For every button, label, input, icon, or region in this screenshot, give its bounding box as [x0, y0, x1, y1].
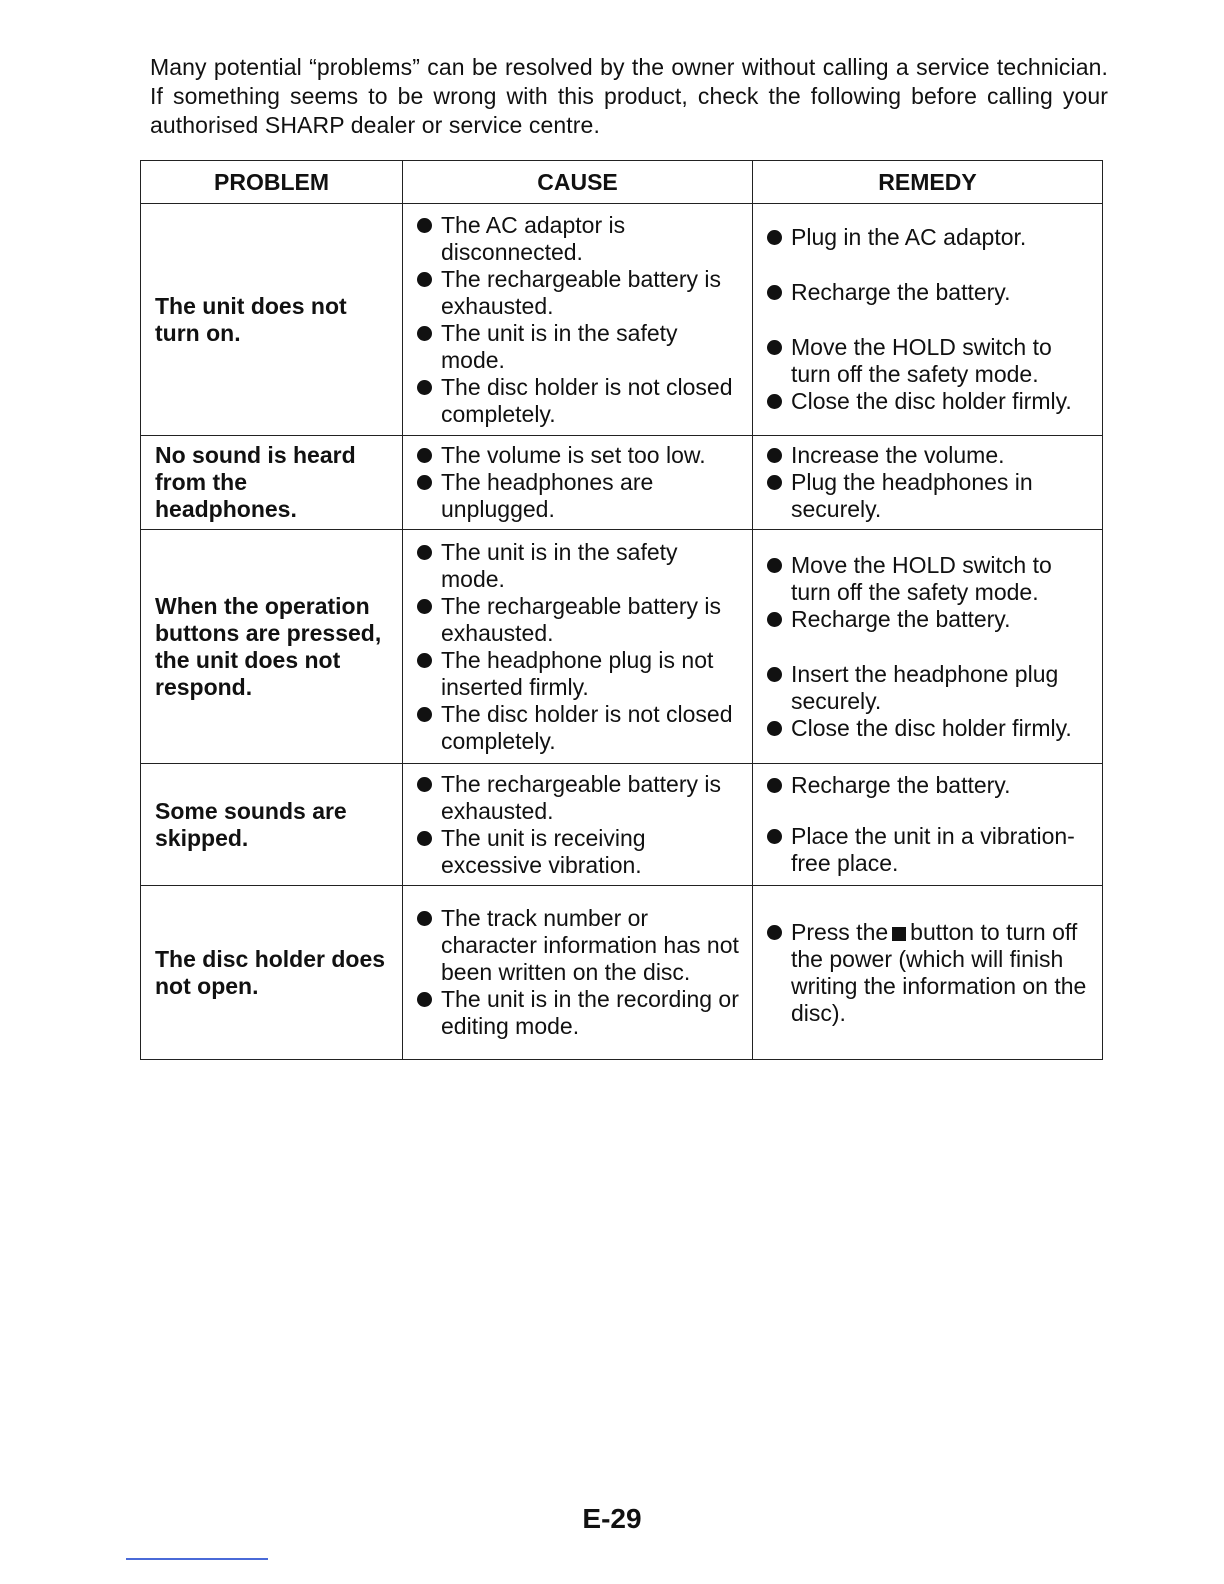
bullet-icon: [417, 831, 432, 846]
bullet-icon: [417, 653, 432, 668]
cause-item: The volume is set too low.: [417, 442, 746, 469]
bullet-icon: [767, 667, 782, 682]
bullet-icon: [417, 545, 432, 560]
table-row: [141, 204, 1103, 436]
bullet-icon: [767, 721, 782, 736]
page-number: E-29: [582, 1503, 642, 1534]
cause-item: The unit is in the safety mode.: [417, 320, 746, 374]
cause-item: The disc holder is not closed completely.: [417, 374, 746, 428]
cause-item: The rechargeable battery is exhausted.: [417, 771, 746, 825]
table-row: [141, 436, 1103, 530]
bullet-icon: [417, 911, 432, 926]
stop-button-icon: [892, 927, 906, 941]
cause-item: The disc holder is not closed completely.: [417, 701, 746, 755]
remedy-item: Plug the headphones in securely.: [767, 469, 1096, 523]
bullet-icon: [417, 475, 432, 490]
remedy-cell: [753, 436, 1103, 530]
table-row: [141, 886, 1103, 1060]
bullet-icon: [767, 285, 782, 300]
bullet-icon: [417, 272, 432, 287]
cause-item: The unit is receiving excessive vibration.: [417, 825, 746, 879]
remedy-cell: [753, 204, 1103, 436]
bullet-icon: [417, 599, 432, 614]
cause-cell: [403, 436, 753, 530]
remedy-item: Plug in the AC adaptor.: [767, 224, 1096, 251]
bullet-icon: [417, 707, 432, 722]
problem-cell: The disc holder does not open.: [141, 886, 403, 1060]
bullet-icon: [417, 777, 432, 792]
remedy-item: Press the button to turn off the power (which will finish writing the information on the disc).: [767, 919, 1096, 1027]
header-problem: PROBLEM: [141, 161, 403, 204]
remedy-item: Recharge the battery.: [767, 279, 1096, 306]
bullet-icon: [767, 829, 782, 844]
bullet-icon: [767, 394, 782, 409]
troubleshooting-table: [140, 160, 1103, 1060]
header-remedy: REMEDY: [753, 161, 1103, 204]
table-row: [141, 530, 1103, 764]
bullet-icon: [767, 475, 782, 490]
bullet-icon: [767, 778, 782, 793]
remedy-cell: [753, 530, 1103, 764]
remedy-item: Close the disc holder firmly.: [767, 388, 1096, 415]
remedy-cell: [753, 886, 1103, 1060]
bullet-icon: [767, 340, 782, 355]
cause-item: The unit is in the recording or editing mode.: [417, 986, 746, 1040]
footer-rule: [126, 1558, 268, 1560]
remedy-item: Increase the volume.: [767, 442, 1096, 469]
cause-item: The headphones are unplugged.: [417, 469, 746, 523]
intro-paragraph: Many potential “problems” can be resolved by the owner without calling a service technician. If something seems to be wrong with this product, check the following before calling your authorised SHARP dealer or service centre.: [150, 54, 1108, 138]
cause-item: The rechargeable battery is exhausted.: [417, 593, 746, 647]
cause-item: The AC adaptor is disconnected.: [417, 212, 746, 266]
cause-item: The unit is in the safety mode.: [417, 539, 746, 593]
cause-cell: [403, 204, 753, 436]
remedy-item: Insert the headphone plug securely.: [767, 661, 1096, 715]
bullet-icon: [767, 230, 782, 245]
table-header-row: [141, 161, 1103, 204]
remedy-item: Place the unit in a vibration-free place.: [767, 823, 1096, 877]
cause-cell: [403, 530, 753, 764]
header-cause: CAUSE: [403, 161, 753, 204]
bullet-icon: [417, 448, 432, 463]
remedy-item: Move the HOLD switch to turn off the safety mode.: [767, 552, 1096, 606]
problem-cell: Some sounds are skipped.: [141, 764, 403, 886]
cause-item: The headphone plug is not inserted firmly.: [417, 647, 746, 701]
bullet-icon: [417, 218, 432, 233]
bullet-icon: [417, 992, 432, 1007]
bullet-icon: [767, 448, 782, 463]
cause-item: The rechargeable battery is exhausted.: [417, 266, 746, 320]
remedy-cell: [753, 764, 1103, 886]
table-row: [141, 764, 1103, 886]
problem-cell: The unit does not turn on.: [141, 204, 403, 436]
bullet-icon: [767, 612, 782, 627]
cause-cell: [403, 764, 753, 886]
problem-cell: When the operation buttons are pressed, the unit does not respond.: [141, 530, 403, 764]
remedy-item: Recharge the battery.: [767, 606, 1096, 633]
cause-cell: [403, 886, 753, 1060]
bullet-icon: [417, 326, 432, 341]
cause-item: The track number or character information has not been written on the disc.: [417, 905, 746, 986]
remedy-item: Close the disc holder firmly.: [767, 715, 1096, 742]
bullet-icon: [767, 558, 782, 573]
remedy-item: Move the HOLD switch to turn off the safety mode.: [767, 334, 1096, 388]
remedy-item: Recharge the battery.: [767, 772, 1096, 799]
problem-cell: No sound is heard from the headphones.: [141, 436, 403, 530]
bullet-icon: [767, 925, 782, 940]
bullet-icon: [417, 380, 432, 395]
